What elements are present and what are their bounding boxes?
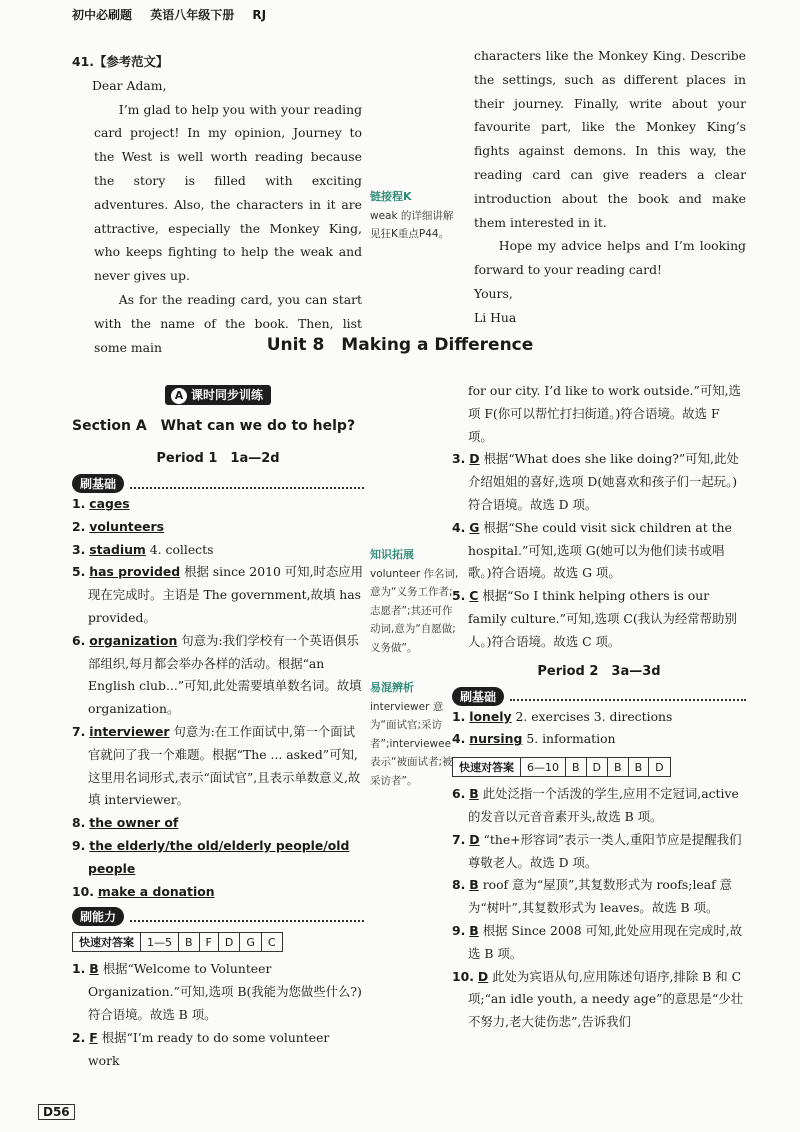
edition: RJ (252, 8, 267, 22)
quick-answer-label: 快速对答案 (453, 758, 521, 777)
salutation: Dear Adam, (92, 77, 167, 93)
essay-right-p2: Hope my advice helps and I’m looking forward to your reading card! (474, 238, 746, 278)
quick-answer-cell: F (199, 933, 218, 952)
answer-key: D (477, 968, 489, 984)
answer-text: 此处泛指一个活泼的学生,应用不定冠词,active 的发音以元音音素开头,故选 B 项。 (468, 786, 739, 824)
quick-answer-cell: G (240, 933, 262, 952)
quick-answer-cell: B (179, 933, 200, 952)
answer-number: 8. (72, 815, 86, 831)
left-answers-col (72, 384, 364, 1072)
brush-basic-header (72, 474, 364, 493)
book-name: 初中必刷题 (72, 8, 133, 22)
answer-text: 根据 Since 2008 可知,此处应用现在完成时,故选 B 项。 (468, 922, 743, 961)
essay-p1: I’m glad to help you with your reading card project! In my opinion, Journey to the West is well worth reading because the story is filled with exciting adventures. Also, the characters in it are attractive, especially the Monkey King, who keeps fighting to help the weak and never gives up. (94, 101, 362, 284)
answer-key: the owner of (89, 815, 179, 831)
answer-item (72, 516, 364, 539)
answer-number: 1. (72, 961, 86, 977)
answer-item (72, 1027, 364, 1073)
side-tag: 链接程K (370, 190, 412, 203)
answer-number: 10. (452, 968, 474, 984)
answer-number: 7. (452, 831, 466, 847)
side-text: weak 的详细讲解见狂K重点P44。 (370, 209, 454, 240)
subject-name: 英语八年级下册 (150, 8, 235, 22)
answer-item (72, 493, 364, 516)
signature: Li Hua (474, 309, 517, 325)
answer-number: 9. (72, 837, 86, 853)
quick-answer-cell: C (261, 933, 282, 952)
quick-answer-cell: B (608, 758, 629, 777)
brush-ability-label: 刷能力 (72, 907, 124, 926)
answer-item (72, 721, 364, 812)
ability-answer-list (72, 958, 364, 1072)
answer-text: 根据“So I think helping others is our family culture.”可知,选项 C(我认为经常帮助别人。)符合语境。故选 C 项。 (468, 588, 737, 649)
answer-key: organization (89, 632, 178, 648)
answer-item (72, 812, 364, 835)
answer-key: B (469, 922, 479, 938)
answer-text: 5. information (522, 731, 616, 747)
answer-text: 句意为:我们学校有一个英语俱乐部组织,每月都会举办各样的活动。根据“an English club...”可知,此处需要填单数名词。故填 organization。 (88, 632, 362, 717)
page-number: D56 (38, 1104, 75, 1120)
q41-left (72, 50, 362, 359)
brush-ability-header (72, 907, 364, 926)
right-answer-list-2 (452, 783, 746, 1034)
section-a-title: Section A What can we do to help? (72, 418, 356, 434)
right-answers-col (452, 380, 746, 1034)
answer-key: F (89, 1029, 98, 1045)
brush-basic-label: 刷基础 (72, 474, 124, 493)
answer-number: 7. (72, 723, 86, 739)
period-2-title: Period 2 3a—3d (537, 663, 661, 679)
middle-side-notes (370, 546, 462, 790)
quick-answer-cell: B (628, 758, 649, 777)
unit-title: Unit 8 Making a Difference (266, 335, 534, 355)
answer-key: make a donation (97, 883, 215, 899)
answer-key: has provided (89, 564, 181, 580)
side-tag-2: 易混辨析 (370, 681, 414, 694)
essay-right-p1: characters like the Monkey King. Describe the settings, such as different places in their journey. Finally, write about your favourite part, like the Monkey King’s fights against demons. In this way, the reading card can give readers a clear introduction about the book and make them interested in it. (474, 48, 746, 230)
answer-key: B (469, 786, 479, 802)
answer-number: 8. (452, 877, 466, 893)
answer-text: 句意为:在工作面试中,第一个面试官就问了我一个难题。根据“The ... asked”可知,这里用名词形式,表示“面试官”,且表示单数意义,故填 interviewer。 (88, 723, 361, 808)
essay-p2: As for the reading card, you can start with the name of the book. Then, list some main (94, 291, 362, 355)
answer-text: 根据“What does she like doing?”可知,此处介绍姐姐的喜好,选项 D(她喜欢和孩子们一起玩。)符合语境。故选 D 项。 (468, 451, 739, 512)
q41-right (474, 44, 746, 330)
quick-answer-range: 1—5 (141, 933, 179, 952)
answer-text: 2. exercises 3. directions (511, 708, 673, 724)
quick-answer-cell: B (566, 758, 587, 777)
answer-key: nursing (469, 731, 523, 747)
answer-number: 1. (72, 496, 86, 511)
basic-answer-list (72, 493, 364, 903)
answer-text: 根据“Welcome to Volunteer Organization.”可知,选项 B(我能为您做些什么?)符合语境。故选 B 项。 (88, 961, 362, 1022)
answer-item (72, 539, 364, 562)
badge-text: 课时同步训练 (190, 388, 263, 402)
brush-basic-label-2: 刷基础 (452, 687, 504, 706)
answer-number: 5. (452, 588, 466, 604)
answer-item (452, 585, 746, 653)
answer-key: B (89, 961, 99, 977)
answer-item (72, 958, 364, 1026)
answer-number: 2. (72, 518, 86, 534)
quick-answer-cell: D (218, 933, 239, 952)
answer-item (452, 783, 746, 829)
answer-item (72, 881, 364, 904)
answer-item (452, 920, 746, 966)
answer-text: “the+形容词”表示一类人,重阳节应是提醒我们尊敬老人。故选 D 项。 (468, 831, 742, 870)
quick-answer-cell: D (586, 758, 607, 777)
answer-item (452, 728, 746, 751)
quick-answer-table-2 (452, 757, 671, 777)
side-note-2: interviewer 意为“面试官;采访者”;interviewee 表示“被面试者;被采访者”。 (370, 700, 453, 787)
answer-item (452, 966, 746, 1034)
answer-number: 3. (452, 451, 466, 467)
answer-key: volunteers (89, 518, 164, 534)
answer-number: 6. (452, 786, 466, 802)
period-1-title: Period 1 1a—2d (156, 451, 280, 466)
answer-number: 5. (72, 564, 86, 580)
answer-item (452, 829, 746, 875)
answer-number: 4. (452, 731, 466, 747)
answer-key: B (469, 877, 479, 893)
answer-text: 根据“She could visit sick children at the hospital.”可知,选项 G(她可以为他们读书或唱歌。)符合语境。故选 G 项。 (468, 519, 732, 581)
answer-key: interviewer (89, 723, 170, 739)
answer-key: the elderly/the old/elderly people/old people (88, 837, 350, 876)
q41-label: 41.【参考范文】 (72, 54, 169, 69)
answer-item (452, 517, 746, 585)
answer-number: 6. (72, 632, 86, 648)
badge-letter: A (171, 388, 187, 404)
answer-key: G (469, 519, 480, 535)
answer-key: stadium (89, 541, 146, 557)
answer-text: 此处为宾语从句,应用陈述句语序,排除 B 和 C 项;“an idle youth, a needy age”的意思是“少壮不努力,老大徒伤悲”,告诉我们 (468, 968, 744, 1030)
answer-item (72, 835, 364, 881)
right-answer-list (452, 448, 746, 653)
answer-number: 9. (452, 922, 466, 938)
answer-text: roof 意为“屋顶”,其复数形式为 roofs;leaf 意为“树叶”,其复数形式为 leaves。故选 B 项。 (468, 877, 733, 916)
answer-number: 10. (72, 883, 94, 899)
answer-text: 根据 since 2010 可知,时态应用现在完成时。主语是 The government,故填 has provided。 (88, 564, 364, 625)
answer-number: 4. (452, 519, 466, 535)
answer-key: lonely (469, 708, 512, 724)
quick-answer-label: 快速对答案 (73, 933, 141, 952)
answer-item (452, 874, 746, 920)
section-badge (165, 385, 271, 405)
answer-key: D (469, 451, 480, 467)
answer-text: 根据“I’m ready to do some volunteer work (88, 1029, 330, 1068)
answer-key: C (469, 588, 479, 604)
side-tag-1: 知识拓展 (370, 548, 414, 561)
period2-basic-list (452, 706, 746, 752)
answer-number: 3. (72, 541, 86, 557)
quick-answer-range: 6—10 (521, 758, 566, 777)
answer-text: 4. collects (145, 541, 214, 557)
answer-number: 1. (452, 708, 466, 724)
brush-basic-header-2 (452, 687, 746, 706)
running-header (72, 6, 280, 23)
closing: Yours, (474, 285, 513, 301)
quick-answer-table-1 (72, 932, 283, 952)
side-note-1: volunteer 作名词,意为“义务工作者;志愿者”;其还可作动词,意为“自愿做;义务做”。 (370, 567, 459, 654)
answer-item (452, 448, 746, 516)
answer-key: cages (89, 496, 130, 511)
answer-item (452, 706, 746, 729)
answer-key: D (469, 831, 480, 847)
continued-answer: for our city. I’d like to work outside.”可知,选项 F(你可以帮忙打扫街道。)符合语境。故选 F 项。 (468, 383, 741, 444)
answer-item (72, 630, 364, 721)
answer-number: 2. (72, 1029, 86, 1045)
quick-answer-cell: D (649, 758, 670, 777)
q41-side-note (370, 188, 460, 244)
answer-item (72, 561, 364, 629)
